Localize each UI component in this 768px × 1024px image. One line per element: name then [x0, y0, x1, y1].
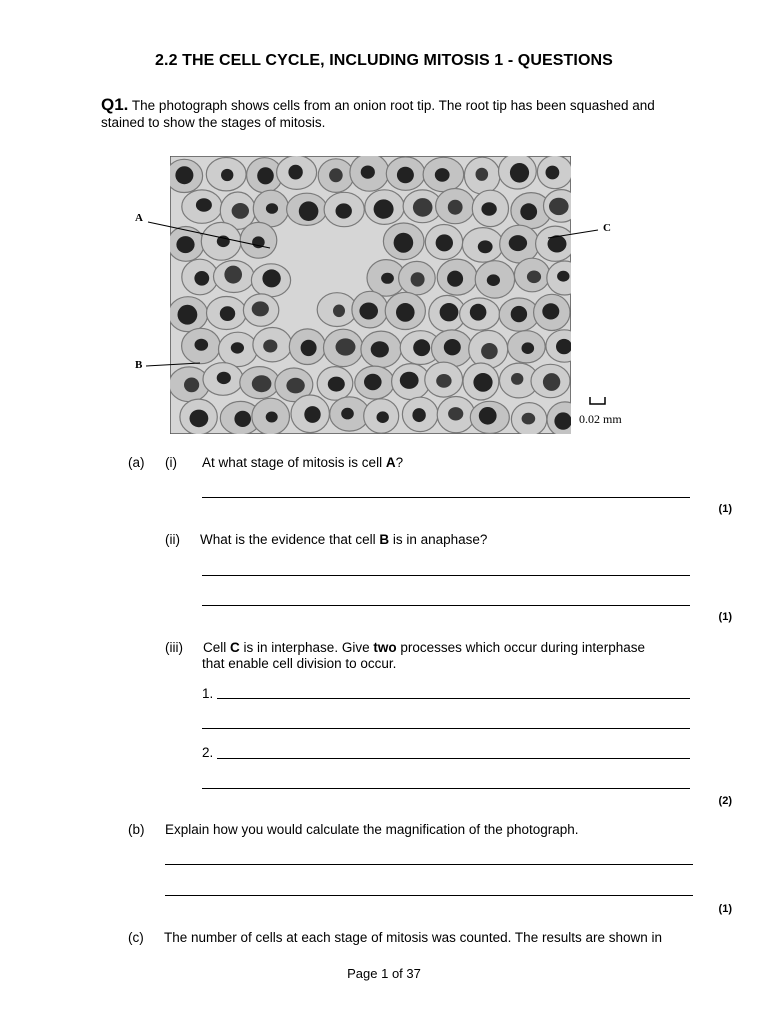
marks-a-i: (1) — [718, 503, 732, 515]
part-b-label: (b) — [128, 822, 145, 837]
marks-a-ii: (1) — [718, 611, 732, 623]
part-a-iii-num: (iii) — [165, 640, 183, 655]
figure-annotations — [120, 200, 640, 430]
emphasis: two — [373, 640, 397, 655]
part-a-iii-question — [203, 640, 645, 656]
label-c: C — [603, 222, 611, 234]
part-c-label: (c) — [128, 930, 144, 945]
pointer-line-a — [148, 222, 270, 248]
nucleus — [435, 168, 450, 182]
nucleus — [175, 166, 193, 184]
question-number: Q1. — [101, 95, 129, 114]
nucleus — [257, 167, 274, 184]
pointer-line-b — [146, 363, 200, 366]
answer-line[interactable] — [202, 728, 690, 729]
answer-line[interactable] — [202, 788, 690, 789]
nucleus — [361, 166, 375, 179]
answer-line[interactable] — [165, 895, 693, 896]
item-1-number: 1. — [202, 686, 214, 701]
nucleus — [329, 168, 343, 182]
item-2-number: 2. — [202, 745, 214, 760]
part-c-text: The number of cells at each stage of mitosis was counted. The results are shown in — [164, 930, 663, 945]
nucleus — [221, 169, 233, 181]
label-b: B — [135, 359, 143, 371]
part-a-ii-question — [200, 532, 487, 548]
nucleus — [288, 165, 302, 180]
page-title: 2.2 THE CELL CYCLE, INCLUDING MITOSIS 1 - QUESTIONS — [155, 52, 613, 69]
marks-b: (1) — [718, 903, 732, 915]
scale-label: 0.02 mm — [579, 412, 622, 426]
cell-letter: B — [379, 532, 390, 547]
text-segment: What is the evidence that cell — [200, 532, 380, 547]
nucleus — [397, 167, 414, 184]
text-segment: At what stage of mitosis is cell — [202, 455, 386, 470]
answer-line[interactable] — [165, 864, 693, 865]
part-a-i-num: (i) — [165, 455, 177, 470]
text-segment: Cell — [203, 640, 231, 655]
answer-line[interactable] — [217, 758, 690, 759]
cell-letter: A — [385, 455, 396, 470]
marks-a-iii: (2) — [718, 795, 732, 807]
scale-bar — [590, 397, 605, 404]
cell-letter: C — [230, 640, 240, 655]
text-segment: is in anaphase? — [389, 532, 488, 547]
label-a: A — [135, 212, 143, 224]
text-segment: ? — [395, 455, 404, 470]
intro-line-2: stained to show the stages of mitosis. — [101, 115, 326, 130]
part-a-ii-num: (ii) — [165, 532, 180, 547]
pointer-line-c — [548, 230, 598, 238]
answer-line[interactable] — [202, 605, 690, 606]
part-a-label: (a) — [128, 455, 145, 470]
nucleus — [546, 166, 560, 180]
answer-line[interactable] — [202, 575, 690, 576]
part-b-question: Explain how you would calculate the magnification of the photograph. — [165, 822, 579, 837]
answer-line[interactable] — [202, 497, 690, 498]
part-a-i-question — [202, 455, 403, 471]
answer-line[interactable] — [217, 698, 690, 699]
text-segment: is in interphase. Give — [239, 640, 374, 655]
part-a-iii-line2: that enable cell division to occur. — [202, 656, 397, 671]
nucleus — [476, 168, 489, 181]
nucleus — [510, 163, 529, 183]
question-1-intro — [101, 96, 701, 131]
page-number: Page 1 of 37 — [347, 966, 421, 981]
text-segment: processes which occur during interphase — [396, 640, 645, 655]
intro-line-1: The photograph shows cells from an onion root tip. The root tip has been squashed and — [131, 98, 655, 113]
